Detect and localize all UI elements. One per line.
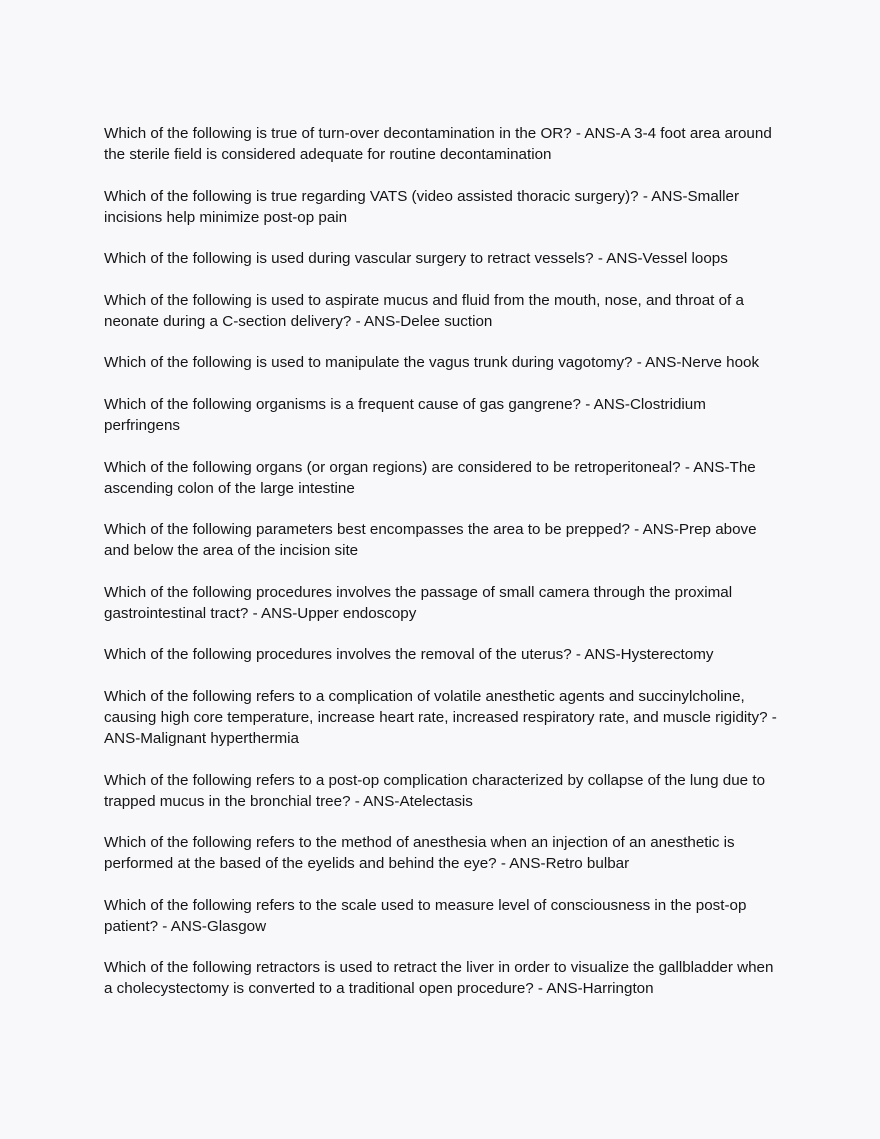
- qa-item: Which of the following retractors is used to retract the liver in order to visualize the gallbladder when a cholecystectomy is converted to a traditional open procedure? - ANS-Harrington: [104, 959, 774, 998]
- qa-item: Which of the following procedures involves the removal of the uterus? - ANS-Hysterectomy: [104, 646, 714, 664]
- qa-item: Which of the following refers to a post-op complication characterized by collapse of the lung due to trapped mucus in the bronchial tree? - ANS-Atelectasis: [104, 771, 766, 810]
- qa-item: Which of the following refers to the method of anesthesia when an injection of an anesthetic is performed at the based of the eyelids and behind the eye? - ANS-Retro bulbar: [104, 834, 735, 873]
- qa-item: Which of the following organisms is a frequent cause of gas gangrene? - ANS-Clostridium perfringens: [104, 395, 706, 434]
- qa-item: Which of the following is true regarding VATS (video assisted thoracic surgery)? - ANS-Smaller incisions help minimize post-op pain: [104, 187, 740, 226]
- qa-item: Which of the following refers to a complication of volatile anesthetic agents and succinylcholine, causing high core temperature, increase heart rate, increased respiratory rate, and muscle rigidity? - ANS-Malignant hyperthermia: [104, 687, 777, 747]
- qa-item: Which of the following organs (or organ regions) are considered to be retroperitoneal? - ANS-The ascending colon of the large intestine: [104, 458, 756, 497]
- document-page: [104, 123, 780, 1020]
- qa-item: Which of the following is used to manipulate the vagus trunk during vagotomy? - ANS-Nerve hook: [104, 354, 760, 372]
- qa-item: Which of the following refers to the scale used to measure level of consciousness in the post-op patient? - ANS-Glasgow: [104, 896, 747, 935]
- qa-item: Which of the following is used during vascular surgery to retract vessels? - ANS-Vessel loops: [104, 250, 728, 268]
- qa-item: Which of the following is used to aspirate mucus and fluid from the mouth, nose, and throat of a neonate during a C-section delivery? - ANS-Delee suction: [104, 291, 744, 330]
- qa-item: Which of the following is true of turn-over decontamination in the OR? - ANS-A 3-4 foot area around the sterile field is considered adequate for routine decontamination: [104, 125, 772, 163]
- qa-item: Which of the following procedures involves the passage of small camera through the proximal gastrointestinal tract? - ANS-Upper endoscopy: [104, 583, 733, 622]
- qa-item: Which of the following parameters best encompasses the area to be prepped? - ANS-Prep above and below the area of the incision site: [104, 521, 757, 560]
